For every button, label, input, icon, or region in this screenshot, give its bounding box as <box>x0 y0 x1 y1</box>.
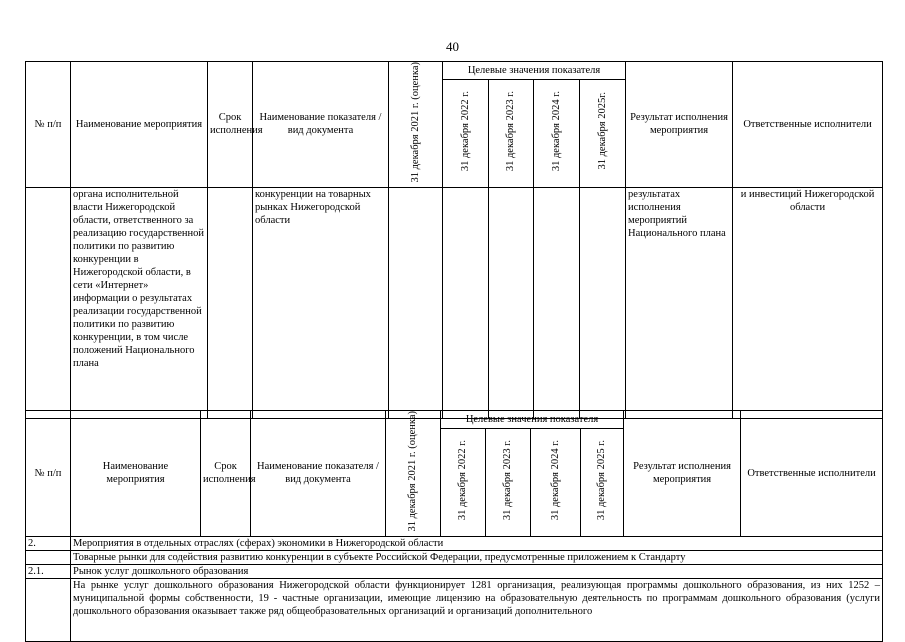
header-2024: 31 декабря 2024 г. <box>549 440 561 521</box>
header-2021-cell <box>386 411 441 537</box>
header-2023: 31 декабря 2023 г. <box>505 91 516 172</box>
table-bottom <box>25 410 883 642</box>
header-event: Наименование мероприятия <box>71 411 201 537</box>
header-responsible: Ответственные исполнители <box>733 62 883 188</box>
cell-result: результатах исполнения мероприятий Национального плана <box>626 187 733 418</box>
cell-deadline <box>208 187 253 418</box>
cell-2023 <box>489 187 534 418</box>
header-result: Результат исполнения мероприятия <box>624 411 741 537</box>
header-2025: 31 декабря 2025 г. <box>596 440 608 521</box>
header-num: № п/п <box>26 62 71 188</box>
cell-2024 <box>534 187 580 418</box>
cell-empty-num <box>26 550 71 564</box>
header-2022-cell <box>441 428 486 536</box>
cell-section-title: Мероприятия в отдельных отраслях (сферах) экономики в Нижегородской области <box>71 536 883 550</box>
cell-indicator: конкуренции на товарных рынках Нижегородской области <box>253 187 389 418</box>
header-num: № п/п <box>26 411 71 537</box>
table-top <box>25 61 883 419</box>
cell-subsection-title: Рынок услуг дошкольного образования <box>71 564 883 578</box>
table-row <box>26 536 883 550</box>
cell-section-num: 2. <box>26 536 71 550</box>
cell-subsection-num: 2.1. <box>26 564 71 578</box>
header-2023: 31 декабря 2023 г. <box>502 440 513 521</box>
header-2025: 31 декабря 2025г. <box>596 92 608 170</box>
header-2022-cell <box>443 79 489 187</box>
header-2022: 31 декабря 2022 г. <box>457 440 468 521</box>
header-2024-cell <box>531 428 581 536</box>
header-event: Наименование мероприятия <box>71 62 208 188</box>
header-target-group: Целевые значения показателя <box>443 62 626 80</box>
header-deadline: Срок исполнения <box>208 62 253 188</box>
header-2023-cell <box>489 79 534 187</box>
cell-empty-num <box>26 578 71 641</box>
header-2023-cell <box>486 428 531 536</box>
page-number: 40 <box>446 39 459 54</box>
cell-markets-title: Товарные рынки для содействия развитию конкуренции в субъекте Российской Федерации, предусмотренные приложением к Стандарту <box>71 550 883 564</box>
header-2021: 31 декабря 2021 г. (оценка) <box>407 411 418 532</box>
header-responsible: Ответственные исполнители <box>741 411 883 537</box>
cell-2025 <box>580 187 626 418</box>
header-2021-cell <box>389 62 443 188</box>
cell-2022 <box>443 187 489 418</box>
cell-event: органа исполнительной власти Нижегородской области, ответственного за реализацию государственной политики по развитию конкуренции в Нижегородской области, в сети «Интернет» информации о результатах реализации государственной политики по развитию конкуренции, в том числе положений Национального плана <box>71 187 208 418</box>
table-row <box>26 187 883 418</box>
header-target-group: Целевые значения показателя <box>441 411 624 429</box>
header-2025-cell <box>580 79 626 187</box>
header-2024: 31 декабря 2024 г. <box>550 91 562 172</box>
header-2024-cell <box>534 79 580 187</box>
header-deadline: Срок исполнения <box>201 411 251 537</box>
table-row <box>26 578 883 641</box>
header-result: Результат исполнения мероприятия <box>626 62 733 188</box>
table-row <box>26 550 883 564</box>
cell-description: На рынке услуг дошкольного образования Нижегородской области функционирует 1281 организация, реализующая программы дошкольного образования, из них 1252 – муниципальной формы собственности, 19 - частные организации, имеющие лицензию на образовательную деятельность по программам дошкольного образования (услуги дошкольного образования оказывает также ряд общеобразовательных организаций и организаций дополнительного <box>71 578 883 641</box>
header-2025-cell <box>581 428 624 536</box>
header-indicator: Наименование показателя / вид документа <box>253 62 389 188</box>
header-indicator: Наименование показателя / вид документа <box>251 411 386 537</box>
header-2022: 31 декабря 2022 г. <box>459 91 471 172</box>
cell-responsible: и инвестиций Нижегородской области <box>733 187 883 418</box>
header-2021: 31 декабря 2021 г. (оценка) <box>409 62 421 183</box>
cell-2021 <box>389 187 443 418</box>
table-row <box>26 564 883 578</box>
cell-num <box>26 187 71 418</box>
